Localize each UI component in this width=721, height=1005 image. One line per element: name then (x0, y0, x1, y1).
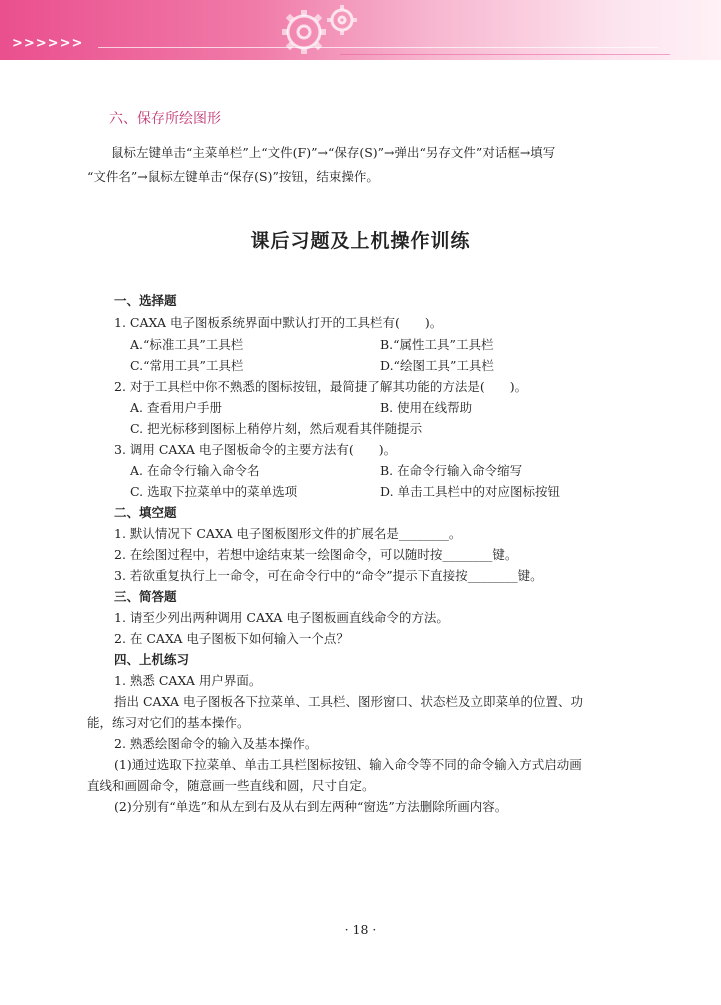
choice-q2-option-a: A. 查看用户手册 (130, 400, 222, 415)
short-q2: 2. 在 CAXA 电子图板下如何输入一个点？ (114, 631, 349, 646)
choice-q3-option-a: A. 在命令行输入命令名 (130, 463, 260, 478)
choice-q2-option-b: B. 使用在线帮助 (380, 400, 473, 415)
practice-desc-line-2: 能，练习对它们的基本操作。 (87, 715, 250, 730)
choice-q1-stem: 1. CAXA 电子图板系统界面中默认打开的工具栏有( )。 (114, 315, 443, 330)
practice-heading: 四、上机练习 (114, 652, 190, 667)
gear-icon (262, 0, 382, 60)
section-6-line-2: “文件名”→鼠标左键单击“保存(S)”按钮，结束操作。 (87, 169, 379, 184)
practice-item-1: 1. 熟悉 CAXA 用户界面。 (114, 673, 262, 688)
practice-sub-1-line-2: 直线和画圆命令，随意画一些直线和圆，尺寸自定。 (87, 778, 375, 793)
section-6-line-1: 鼠标左键单击“主菜单栏”上“文件(F)”→“保存(S)”→弹出“另存文件”对话框→填写 (111, 145, 556, 160)
section-6-paragraph (87, 141, 645, 189)
fill-heading: 二、填空题 (114, 505, 177, 520)
short-heading: 三、简答题 (114, 589, 177, 604)
header-arrows: >>>>>> (12, 36, 84, 51)
choice-q3-option-c: C. 选取下拉菜单中的菜单选项 (130, 484, 298, 499)
choice-q3-option-b: B. 在命令行输入命令缩写 (380, 463, 523, 478)
page-header-band (0, 0, 721, 60)
choice-heading: 一、选择题 (114, 293, 177, 308)
header-rule-secondary (340, 54, 670, 55)
choice-q1-option-b: B.“属性工具”工具栏 (380, 337, 494, 352)
fill-q1: 1. 默认情况下 CAXA 电子图板图形文件的扩展名是________。 (114, 526, 462, 541)
choice-q1-option-a: A.“标准工具”工具栏 (130, 337, 244, 352)
short-q1: 1. 请至少列出两种调用 CAXA 电子图板画直线命令的方法。 (114, 610, 449, 625)
choice-q2-stem: 2. 对于工具栏中你不熟悉的图标按钮，最简捷了解其功能的方法是( )。 (114, 379, 528, 394)
exercise-title: 课后习题及上机操作训练 (250, 230, 471, 252)
practice-desc-line-1: 指出 CAXA 电子图板各下拉菜单、工具栏、图形窗口、状态栏及立即菜单的位置、功 (114, 694, 584, 709)
fill-q2: 2. 在绘图过程中，若想中途结束某一绘图命令，可以随时按________键。 (114, 547, 518, 562)
choice-q3-option-d: D. 单击工具栏中的对应图标按钮 (380, 484, 561, 499)
page-number: · 18 · (344, 922, 377, 937)
practice-sub-2: (2)分别有“单选”和从左到右及从右到左两种“窗选”方法删除所画内容。 (114, 799, 508, 814)
practice-sub-1-line-1: (1)通过选取下拉菜单、单击工具栏图标按钮、输入命令等不同的命令输入方式启动画 (114, 757, 582, 772)
choice-q1-option-c: C.“常用工具”工具栏 (130, 358, 244, 373)
practice-item-2: 2. 熟悉绘图命令的输入及基本操作。 (114, 736, 318, 751)
choice-q2-option-c: C. 把光标移到图标上稍停片刻，然后观看其伴随提示 (130, 421, 423, 436)
choice-q1-option-d: D.“绘图工具”工具栏 (380, 358, 494, 373)
choice-q3-stem: 3. 调用 CAXA 电子图板命令的主要方法有( )。 (114, 442, 397, 457)
section-6-title: 六、保存所绘图形 (109, 111, 221, 127)
fill-q3: 3. 若欲重复执行上一命令，可在命令行中的“命令”提示下直接按________键。 (114, 568, 543, 583)
